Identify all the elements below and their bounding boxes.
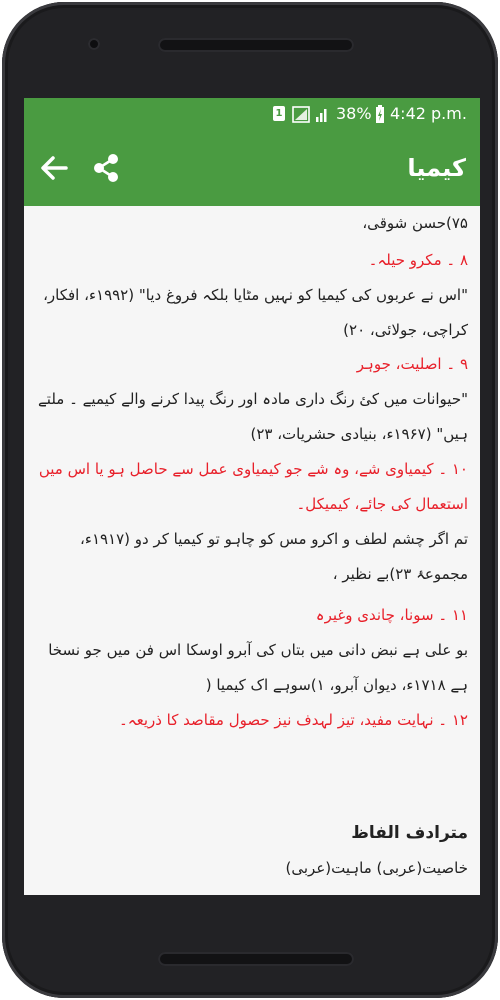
synonyms-heading: مترادف الفاظ bbox=[351, 823, 468, 843]
app-bar bbox=[24, 130, 480, 206]
meaning-heading-8: ۸ ۔ مکرو حیلہ۔ bbox=[368, 251, 468, 269]
meaning-heading-9: ۹ ۔ اصلیت، جوہر bbox=[356, 355, 468, 373]
synonyms-text: خاصیت(عربی) ماہیت(عربی) bbox=[285, 859, 468, 877]
content-scroll[interactable] bbox=[24, 206, 480, 895]
quote-10: تم اگر چشم لطف و اکرو مس کو چاہو تو کیمیا کر دو (۱۹۱۷ء، مجموعۂ ۲۳)بے نظیر ، bbox=[80, 530, 468, 583]
quote-8: "اس نے عربوں کی کیمیا کو نہیں مٹایا بلکہ فروغ دیا" (۱۹۹۲ء، افکار، کراچی، جولائی، ۲۰) bbox=[43, 286, 468, 339]
bottom-speaker bbox=[158, 952, 354, 966]
share-button[interactable] bbox=[88, 150, 124, 186]
meaning-heading-10: ۱۰ ۔ کیمیاوی شے، وہ شے جو کیمیاوی عمل سے حاصل ہو یا اس میں استعمال کی جائے، کیمیکل۔ bbox=[38, 460, 468, 513]
top-speaker bbox=[158, 38, 354, 52]
arrow-back-icon bbox=[36, 171, 72, 190]
screen bbox=[24, 98, 480, 895]
status-bar bbox=[24, 98, 480, 130]
battery-percent: 38% bbox=[336, 104, 372, 123]
meaning-heading-11: ۱۱ ۔ سونا، چاندی وغیرہ bbox=[315, 606, 468, 624]
sim-icon: 1 bbox=[273, 106, 285, 121]
meaning-heading-12: ۱۲ ۔ نہایت مفید، تیز لہدف نیز حصول مقاصد کا ذریعہ۔ bbox=[119, 711, 468, 729]
battery-charging-icon bbox=[375, 98, 385, 130]
quote-9: "حیوانات میں کئ رنگ داری مادہ اور رنگ پیدا کرنے والے کیمیے ۔ ملتے ہیں" (۱۹۶۷ء، بنیادی حشریات، ۲۳) bbox=[38, 390, 468, 443]
back-button[interactable] bbox=[36, 150, 72, 186]
front-camera bbox=[88, 38, 100, 50]
share-icon bbox=[88, 171, 124, 190]
cellular-signal-icon bbox=[291, 98, 313, 130]
signal-icon bbox=[315, 98, 331, 130]
clock: 4:42 p.m. bbox=[390, 104, 467, 123]
text-line: ۷۵)حسن شوقی، bbox=[362, 214, 468, 232]
quote-11: بو علی ہے نبض دانی میں بتاں کی آبرو اوسکا اس فن میں جو نسخا ہے ۱۷۱۸ء، دیوان آبرو، ۱)سوہے اک کیمیا ( bbox=[48, 641, 468, 694]
phone-frame bbox=[2, 2, 498, 998]
page-title: کیمیا bbox=[407, 154, 466, 182]
